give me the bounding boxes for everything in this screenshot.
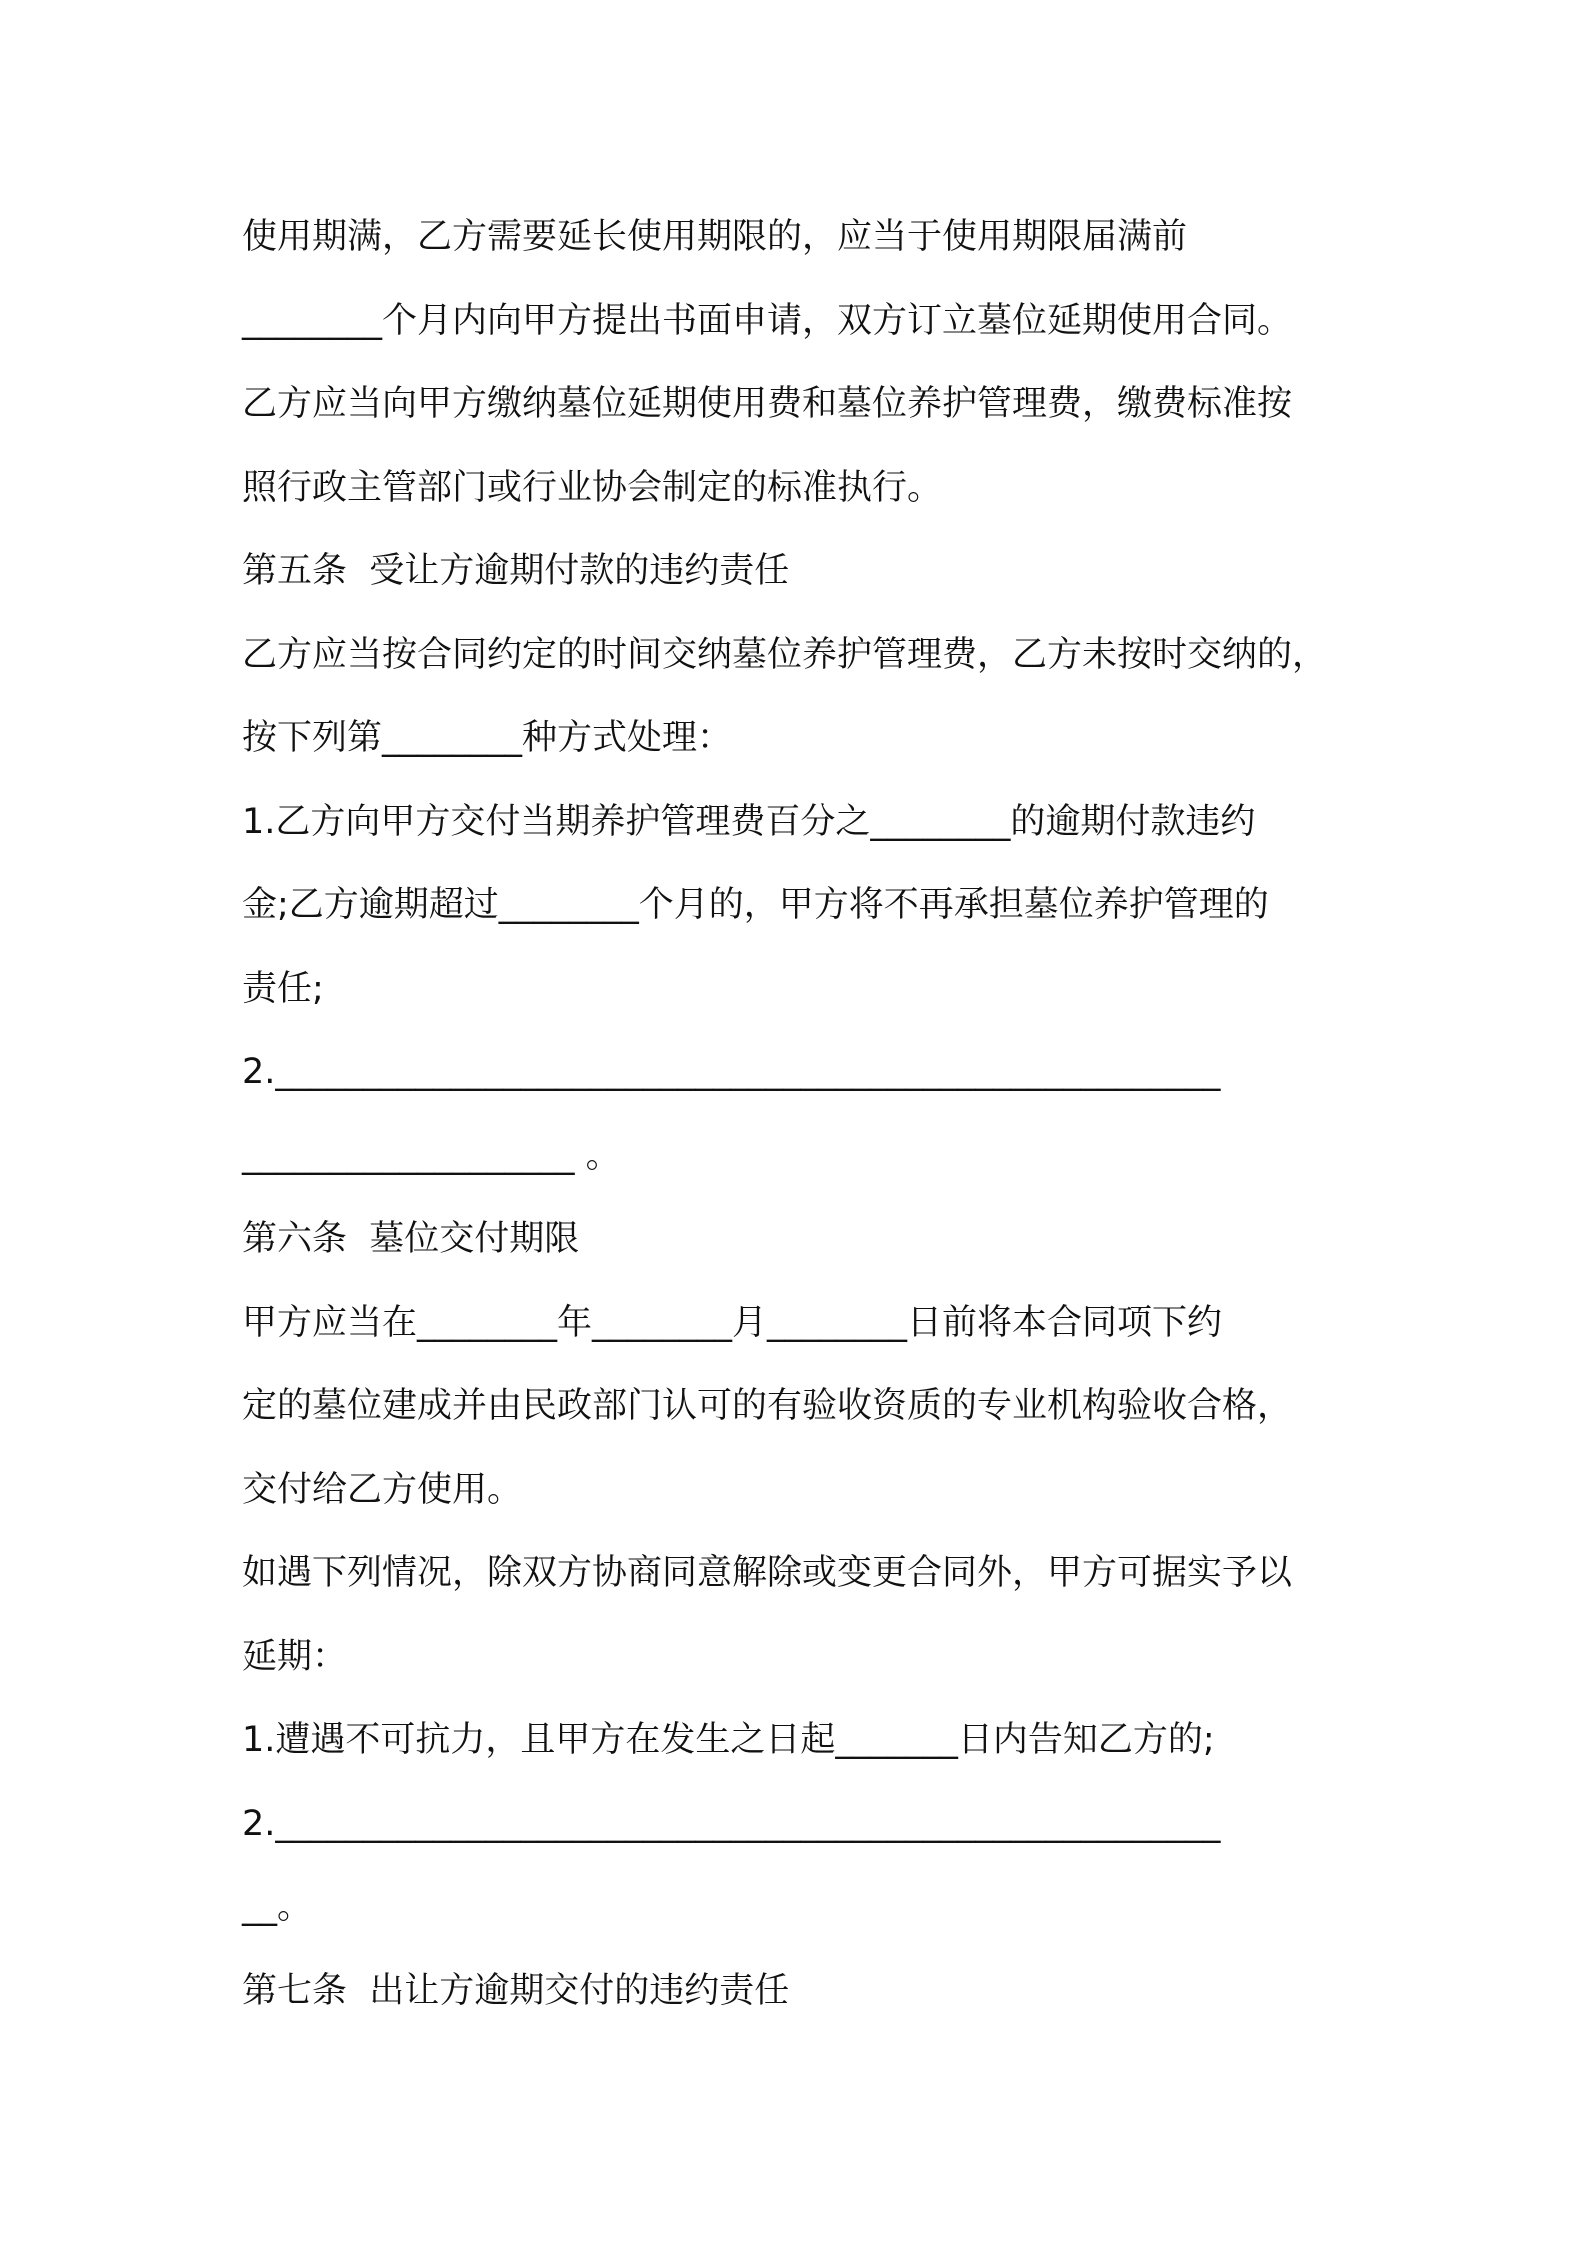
article-heading: 第五条 受让方逾期付款的违约责任 <box>242 551 790 591</box>
article-heading: 第七条 出让方逾期交付的违约责任 <box>242 1970 790 2011</box>
blank-fill-line: __。 <box>242 1887 313 1927</box>
paragraph-line: 金;乙方逾期超过________个月的，甲方将不再承担墓位养护管理的 <box>242 885 1269 925</box>
paragraph-line: 交付给乙方使用。 <box>242 1469 523 1510</box>
paragraph-line: 责任; <box>242 968 324 1009</box>
paragraph-line: 如遇下列情况，除双方协商同意解除或变更合同外，甲方可据实予以 <box>242 1553 1293 1593</box>
paragraph-line: 按下列第________种方式处理： <box>242 718 733 758</box>
paragraph-line: 照行政主管部门或行业协会制定的标准执行。 <box>242 467 943 508</box>
blank-fill-line: 2.______________________________________________________ <box>242 1803 1221 1844</box>
paragraph-line: 1.遭遇不可抗力，且甲方在发生之日起_______日内告知乙方的; <box>242 1720 1215 1760</box>
paragraph-line: 使用期满，乙方需要延长使用期限的，应当于使用期限届满前 <box>242 217 1188 257</box>
paragraph-line: 乙方应当向甲方缴纳墓位延期使用费和墓位养护管理费，缴费标准按 <box>242 384 1293 424</box>
paragraph-line: 延期： <box>242 1636 348 1677</box>
paragraph-line: ________个月内向甲方提出书面申请，双方订立墓位延期使用合同。 <box>242 300 1293 341</box>
paragraph-line: 1.乙方向甲方交付当期养护管理费百分之________的逾期付款违约 <box>242 801 1256 842</box>
paragraph-line: 甲方应当在________年________月________日前将本合同项下约 <box>242 1302 1223 1343</box>
article-heading: 第六条 墓位交付期限 <box>242 1219 580 1259</box>
paragraph-line: 乙方应当按合同约定的时间交纳墓位养护管理费，乙方未按时交纳的， <box>242 634 1328 675</box>
blank-fill-line: ___________________ 。 <box>242 1135 621 1176</box>
blank-fill-line: 2.______________________________________________________ <box>242 1052 1221 1092</box>
paragraph-line: 定的墓位建成并由民政部门认可的有验收资质的专业机构验收合格， <box>242 1386 1293 1426</box>
document-body <box>242 196 1362 2033</box>
